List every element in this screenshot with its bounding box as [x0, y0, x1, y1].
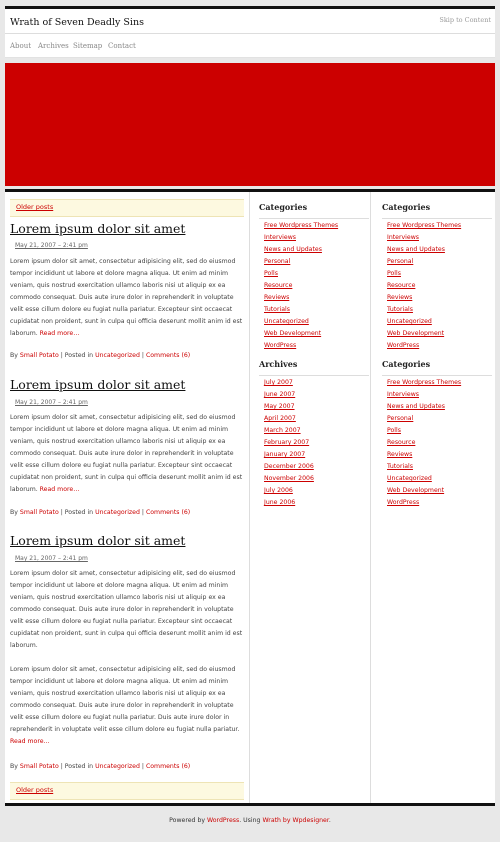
page-wrapper — [5, 0, 495, 842]
list-item — [387, 328, 461, 340]
post-text: Lorem ipsum dolor sit amet, consectetur adipisicing elit, sed do eiusmod tempor incididunt ut labore et dolore magna aliqua. Ut enim ad minim veniam, quis nostrud exercitation ullamco laboris nisi ut aliquip ex ea commodo consequat. Duis aute irure dolor in reprehenderit in voluptate velit esse cillum dolore eu fugiat nulla pariatur. Duis aute irure dolor in reprehenderit in voluptate velit esse cillum dolore eu fugiat nulla pariatur. — [10, 666, 240, 733]
author-link[interactable]: Small Potato — [19, 763, 59, 770]
archives-widget-title: Archives — [259, 359, 369, 376]
category-link[interactable]: Uncategorized — [95, 763, 140, 770]
nav-contact[interactable]: Contact — [108, 42, 136, 50]
post-body — [10, 256, 246, 340]
list-item — [387, 340, 461, 352]
category-link[interactable]: Polls — [264, 270, 278, 277]
list-item — [264, 316, 338, 328]
meta-posted-in: | Posted in — [60, 352, 94, 359]
categories-list — [387, 220, 461, 352]
post-body — [10, 568, 246, 652]
older-posts-box-bottom — [10, 782, 244, 800]
site-header — [5, 9, 495, 34]
category-link[interactable]: Interviews — [264, 234, 296, 241]
category-link[interactable]: Web Development — [387, 330, 445, 337]
categories-list — [264, 220, 338, 352]
list-item — [264, 437, 314, 449]
meta-posted-in: | Posted in — [60, 763, 94, 770]
post-body — [10, 412, 246, 496]
older-posts-box-top — [10, 199, 244, 217]
comments-link[interactable]: Comments (6) — [145, 352, 191, 359]
category-link[interactable]: Uncategorized — [387, 318, 432, 325]
category-link[interactable]: Free Wordpress Themes — [264, 222, 339, 229]
list-item — [264, 232, 338, 244]
category-link[interactable]: Tutorials — [387, 306, 413, 313]
post-title[interactable]: Lorem ipsum dolor sit amet — [10, 533, 186, 548]
list-item — [264, 473, 314, 485]
category-link[interactable]: Tutorials — [264, 306, 290, 313]
content-column — [5, 192, 250, 803]
list-item — [387, 473, 461, 485]
nav-sitemap[interactable]: Sitemap — [73, 42, 103, 50]
category-link[interactable]: News and Updates — [387, 403, 445, 410]
archive-link[interactable]: July 2007 — [264, 379, 293, 386]
category-link[interactable]: Resource — [264, 282, 293, 289]
list-item — [387, 497, 461, 509]
main-area — [5, 192, 495, 803]
category-link[interactable]: Resource — [387, 439, 416, 446]
list-item — [387, 292, 461, 304]
list-item — [387, 389, 461, 401]
site-footer — [5, 817, 495, 824]
archive-link[interactable]: July 2006 — [264, 487, 293, 494]
list-item — [387, 485, 461, 497]
category-link[interactable]: Reviews — [264, 294, 290, 301]
list-item — [264, 328, 338, 340]
nav-about[interactable]: About — [10, 42, 32, 50]
list-item — [264, 280, 338, 292]
category-link[interactable]: News and Updates — [264, 246, 322, 253]
older-posts-link-bottom[interactable]: Older posts — [16, 786, 54, 794]
comments-link[interactable]: Comments (6) — [145, 763, 191, 770]
footer-middle: . Using — [239, 817, 261, 824]
read-more-link[interactable]: Read more… — [10, 738, 50, 745]
meta-by: By — [10, 509, 18, 516]
list-item — [387, 377, 461, 389]
category-link[interactable]: WordPress — [387, 342, 420, 349]
archive-link[interactable]: February 2007 — [264, 439, 310, 446]
post-paragraph — [10, 568, 246, 652]
archive-link[interactable]: May 2007 — [264, 403, 295, 410]
category-link[interactable]: Uncategorized — [95, 509, 140, 516]
category-link[interactable]: Web Development — [264, 330, 322, 337]
post-text: Lorem ipsum dolor sit amet, consectetur adipisicing elit, sed do eiusmod tempor incididunt ut labore et dolore magna aliqua. Ut enim ad minim veniam, quis nostrud exercitation ullamco laboris nisi ut aliquip ex ea commodo consequat. Duis aute irure dolor in reprehenderit in voluptate velit esse cillum dolore eu fugiat nulla pariatur. Excepteur sint occaecat cupidatat non proident, sunt in culpa qui officia deserunt mollit anim id est laborum. — [10, 570, 243, 649]
read-more-link[interactable]: Read more… — [39, 486, 80, 493]
meta-separator: | — [141, 763, 144, 770]
archive-link[interactable]: June 2006 — [264, 499, 296, 506]
post-paragraph — [10, 412, 246, 496]
sidebar-left — [254, 192, 371, 803]
footer-divider — [5, 803, 495, 806]
list-item — [387, 401, 461, 413]
archive-link[interactable]: June 2007 — [264, 391, 296, 398]
site-title[interactable]: Wrath of Seven Deadly Sins — [10, 17, 144, 28]
read-more-link[interactable]: Read more… — [39, 330, 80, 337]
category-link[interactable]: Uncategorized — [95, 352, 140, 359]
post-date[interactable]: May 21, 2007 – 2:41 pm — [15, 399, 88, 406]
post-meta — [10, 763, 190, 770]
nav-archives[interactable]: Archives — [38, 42, 69, 50]
meta-by: By — [10, 352, 18, 359]
list-item — [264, 497, 314, 509]
category-link[interactable]: Resource — [387, 282, 416, 289]
list-item — [387, 437, 461, 449]
list-item — [264, 244, 338, 256]
list-item — [264, 425, 314, 437]
archive-link[interactable]: December 2006 — [264, 463, 314, 470]
list-item — [264, 256, 338, 268]
list-item — [387, 256, 461, 268]
category-link[interactable]: Uncategorized — [264, 318, 309, 325]
list-item — [264, 340, 338, 352]
wordpress-link[interactable]: WordPress — [207, 817, 240, 824]
older-posts-link-top[interactable]: Older posts — [16, 203, 54, 211]
category-link[interactable]: WordPress — [264, 342, 297, 349]
category-link[interactable]: Reviews — [387, 451, 413, 458]
category-link[interactable]: Personal — [387, 415, 414, 422]
archive-link[interactable]: November 2006 — [264, 475, 314, 482]
category-link[interactable]: Reviews — [387, 294, 413, 301]
category-link[interactable]: WordPress — [387, 499, 420, 506]
category-link[interactable]: Free Wordpress Themes — [387, 379, 462, 386]
list-item — [264, 304, 338, 316]
category-link[interactable]: Polls — [387, 270, 401, 277]
list-item — [387, 268, 461, 280]
post-meta — [10, 352, 190, 359]
category-link[interactable]: Personal — [387, 258, 414, 265]
theme-link[interactable]: Wrath by Wpdesigner — [262, 817, 329, 824]
list-item — [387, 316, 461, 328]
list-item — [387, 413, 461, 425]
footer-end: . — [328, 817, 331, 824]
author-link[interactable]: Small Potato — [19, 509, 59, 516]
list-item — [387, 244, 461, 256]
category-link[interactable]: Tutorials — [387, 463, 413, 470]
post-text: Lorem ipsum dolor sit amet, consectetur adipisicing elit, sed do eiusmod tempor incididunt ut labore et dolore magna aliqua. Ut enim ad minim veniam, quis nostrud exercitation ullamco laboris nisi ut aliquip ex ea commodo consequat. Duis aute irure dolor in reprehenderit in voluptate velit esse cillum dolore eu fugiat nulla pariatur. Excepteur sint occaecat cupidatat non proident, sunt in culpa qui officia deserunt mollit anim id est laborum. — [10, 258, 243, 337]
list-item — [264, 268, 338, 280]
list-item — [264, 220, 338, 232]
list-item — [387, 280, 461, 292]
list-item — [387, 449, 461, 461]
meta-posted-in: | Posted in — [60, 509, 94, 516]
category-link[interactable]: Interviews — [387, 391, 419, 398]
sidebar-right — [377, 192, 493, 803]
list-item — [264, 413, 314, 425]
list-item — [387, 220, 461, 232]
list-item — [264, 449, 314, 461]
list-item — [264, 485, 314, 497]
archives-list — [264, 377, 314, 509]
skip-to-content-link[interactable]: Skip to Content — [439, 16, 491, 24]
post-date[interactable]: May 21, 2007 – 2:41 pm — [15, 555, 88, 562]
category-link[interactable]: Free Wordpress Themes — [387, 222, 462, 229]
archive-link[interactable]: March 2007 — [264, 427, 301, 434]
category-link[interactable]: Personal — [264, 258, 291, 265]
archive-link[interactable]: April 2007 — [264, 415, 296, 422]
meta-by: By — [10, 763, 18, 770]
list-item — [264, 461, 314, 473]
list-item — [264, 401, 314, 413]
list-item — [387, 232, 461, 244]
post-title[interactable]: Lorem ipsum dolor sit amet — [10, 221, 186, 236]
category-link[interactable]: News and Updates — [387, 246, 445, 253]
category-link[interactable]: Uncategorized — [387, 475, 432, 482]
category-link[interactable]: Interviews — [387, 234, 419, 241]
post-body-second — [10, 664, 246, 748]
categories-widget-title: Categories — [382, 359, 492, 376]
post-paragraph — [10, 664, 246, 748]
categories-list — [387, 377, 461, 509]
categories-widget-title: Categories — [259, 202, 369, 219]
archive-link[interactable]: January 2007 — [264, 451, 306, 458]
meta-separator: | — [141, 509, 144, 516]
meta-separator: | — [141, 352, 144, 359]
list-item — [264, 389, 314, 401]
category-link[interactable]: Web Development — [387, 487, 445, 494]
list-item — [387, 304, 461, 316]
list-item — [264, 292, 338, 304]
footer-prefix: Powered by — [169, 817, 206, 824]
header-banner — [5, 63, 495, 186]
post-meta — [10, 509, 190, 516]
post-paragraph — [10, 256, 246, 340]
list-item — [264, 377, 314, 389]
list-item — [387, 461, 461, 473]
post-date[interactable]: May 21, 2007 – 2:41 pm — [15, 242, 88, 249]
main-nav — [5, 34, 495, 58]
post-text: Lorem ipsum dolor sit amet, consectetur adipisicing elit, sed do eiusmod tempor incididunt ut labore et dolore magna aliqua. Ut enim ad minim veniam, quis nostrud exercitation ullamco laboris nisi ut aliquip ex ea commodo consequat. Duis aute irure dolor in reprehenderit in voluptate velit esse cillum dolore eu fugiat nulla pariatur. Excepteur sint occaecat cupidatat non proident, sunt in culpa qui officia deserunt mollit anim id est laborum. — [10, 414, 243, 493]
author-link[interactable]: Small Potato — [19, 352, 59, 359]
comments-link[interactable]: Comments (6) — [145, 509, 191, 516]
post-title[interactable]: Lorem ipsum dolor sit amet — [10, 377, 186, 392]
category-link[interactable]: Polls — [387, 427, 401, 434]
categories-widget-title: Categories — [382, 202, 492, 219]
list-item — [387, 425, 461, 437]
